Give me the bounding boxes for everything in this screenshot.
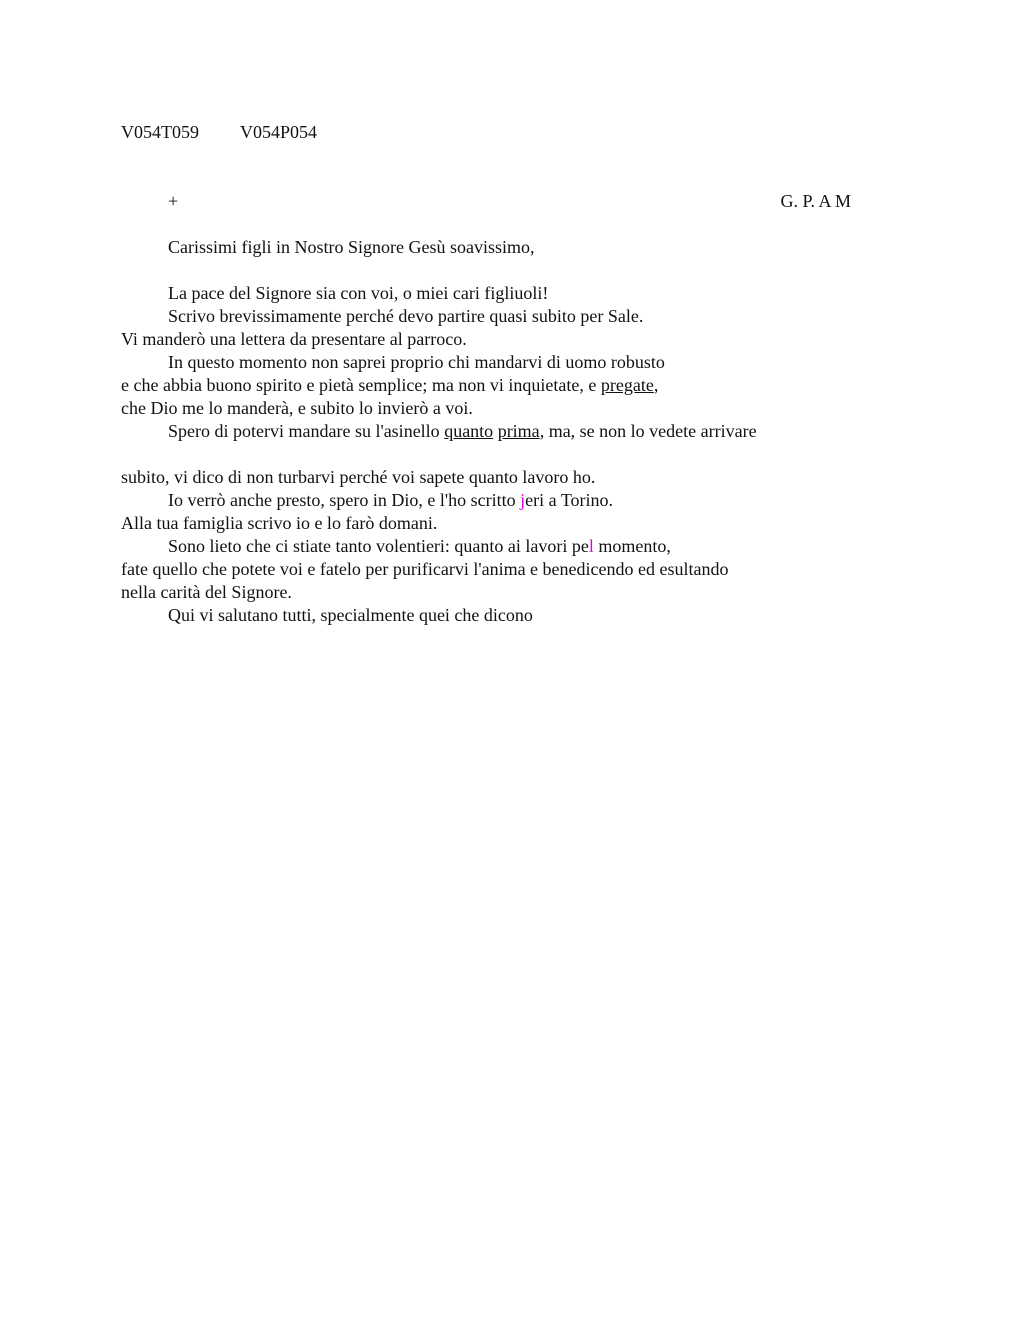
letter-line: Scrivo brevissimamente perché devo partire quasi subito per Sale. [168,306,644,326]
letter-line: Alla tua famiglia scrivo io e lo farò domani. [121,513,438,533]
salutation: Carissimi figli in Nostro Signore Gesù soavissimo, [168,237,535,257]
document-code-right: V054P054 [240,122,318,142]
text-segment: Io verrò anche presto, spero in Dio, e l'ho scritto [168,490,521,510]
letter-line: In questo momento non saprei proprio chi mandarvi di uomo robusto [168,352,665,372]
letter-line [168,535,671,558]
cross-mark: + [168,191,179,211]
letter-line [121,374,658,397]
document-code-left: V054T059 [121,122,199,142]
letter-line: che Dio me lo manderà, e subito lo invierò a voi. [121,398,473,418]
letter-line [168,420,757,443]
letter-line: nella carità del Signore. [121,582,292,602]
text-segment: , [653,375,659,395]
underlined-word: pregate [600,375,654,395]
initials: G. P. A M [780,191,851,211]
text-segment: Sono lieto che ci stiate tanto volentieri: quanto ai lavori pe [168,536,589,556]
letter-line [168,489,613,512]
underlined-word: prima [497,421,540,441]
text-segment: eri a Torino. [525,490,614,510]
letter-line: Vi manderò una lettera da presentare al parroco. [121,329,467,349]
underlined-word: quanto [444,421,494,441]
text-segment: momento, [593,536,671,556]
highlighted-letter: l [588,536,594,556]
text-segment: e che abbia buono spirito e pietà semplice; ma non vi inquietate, e [121,375,601,395]
letter-line: La pace del Signore sia con voi, o miei cari figliuoli! [168,283,549,303]
text-segment: Spero di potervi mandare su l'asinello [168,421,445,441]
highlighted-letter: j [520,490,526,510]
letter-line: subito, vi dico di non turbarvi perché voi sapete quanto lavoro ho. [121,467,596,487]
letter-line: fate quello che potete voi e fatelo per purificarvi l'anima e benedicendo ed esultando [121,559,729,579]
text-segment: , ma, se non lo vedete arrivare [539,421,757,441]
letter-line: Qui vi salutano tutti, specialmente quei che dicono [168,605,533,625]
